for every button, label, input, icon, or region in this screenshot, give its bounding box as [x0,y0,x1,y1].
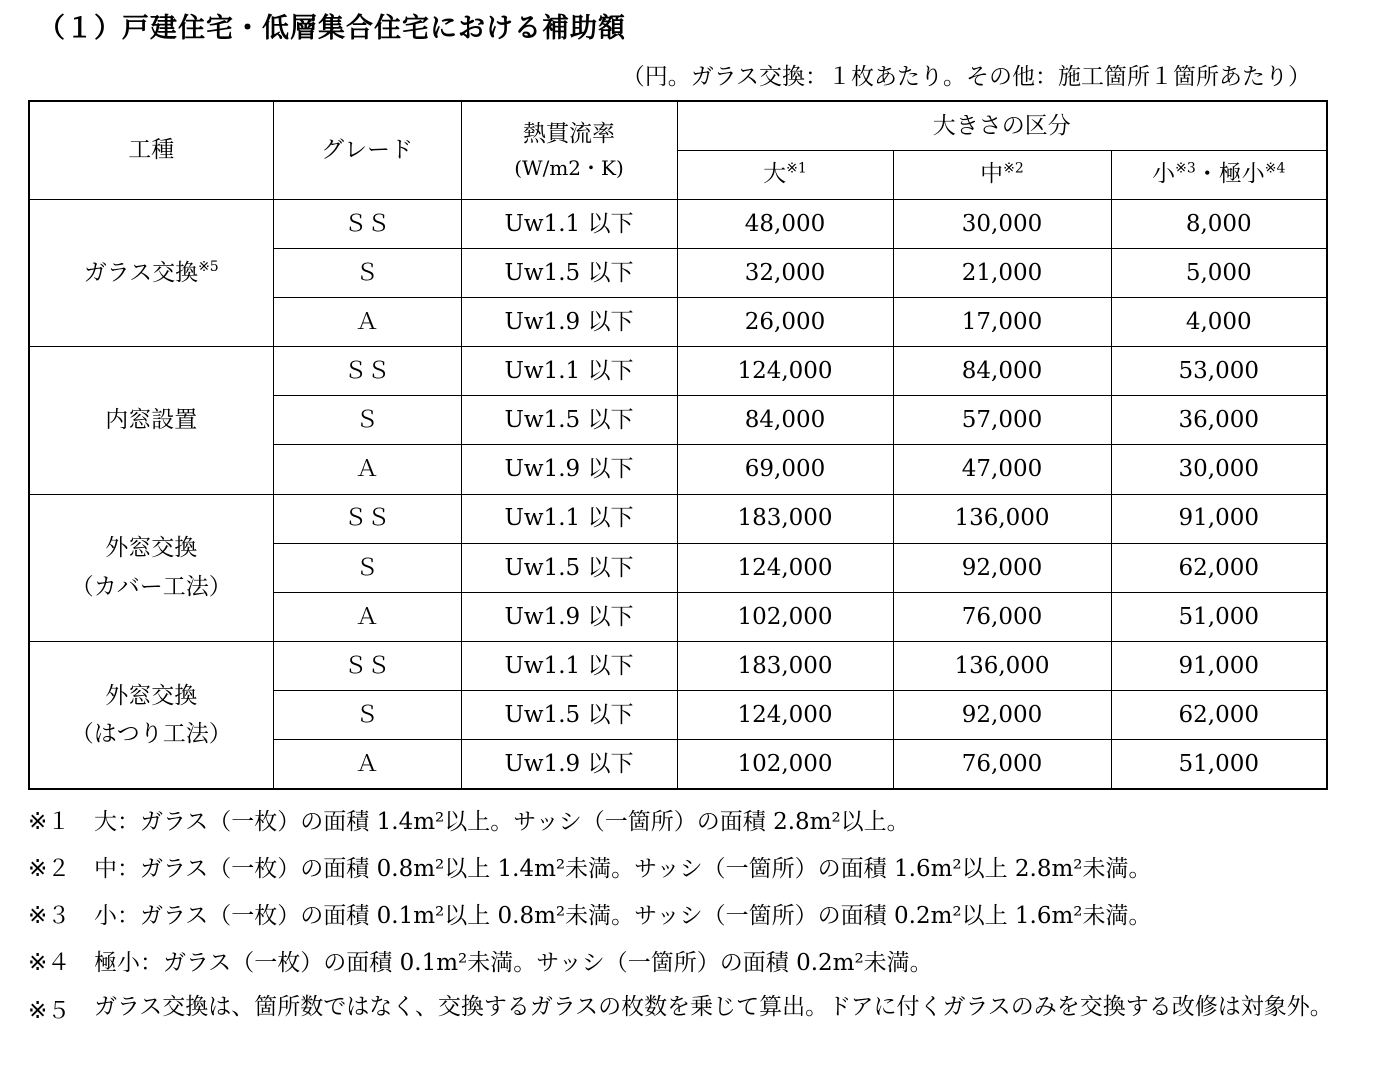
header-small-mark: ※3 [1175,160,1196,177]
header-grade: グレード [273,101,461,199]
grade-cell: Ｓ [273,691,461,740]
header-row-1 [29,101,1327,150]
small-amount-cell: 51,000 [1111,592,1327,641]
u-value-cell: Uw1.5 以下 [461,691,677,740]
work-type-mark: ※5 [198,259,219,276]
medium-amount-cell: 76,000 [893,740,1111,789]
grade-cell: Ｓ [273,396,461,445]
u-value-cell: Uw1.1 以下 [461,199,677,248]
grade-cell: Ａ [273,740,461,789]
footnote-mark: ※５ [28,998,71,1024]
small-amount-cell: 8,000 [1111,199,1327,248]
u-value-cell: Uw1.5 以下 [461,543,677,592]
header-medium [893,150,1111,199]
u-value-cell: Uw1.9 以下 [461,592,677,641]
large-amount-cell: 183,000 [677,494,893,543]
header-u-value [461,101,677,199]
table-row [29,199,1327,248]
small-amount-cell: 30,000 [1111,445,1327,494]
header-large [677,150,893,199]
work-type-cell [29,494,273,641]
u-value-cell: Uw1.1 以下 [461,347,677,396]
grade-cell: ＳＳ [273,494,461,543]
small-amount-cell: 62,000 [1111,543,1327,592]
footnote-text: 小：ガラス（一枚）の面積 0.1m²以上 0.8m²未満。サッシ（一箇所）の面積 0.2m²以上 1.6m²未満。 [94,903,1152,929]
footnote-text: 中：ガラス（一枚）の面積 0.8m²以上 1.4m²未満。サッシ（一箇所）の面積 1.6m²以上 2.8m²未満。 [94,856,1152,882]
grade-cell: Ｓ [273,248,461,297]
footnote-text: ガラス交換は、箇所数ではなく、交換するガラスの枚数を乗じて算出。ドアに付くガラスのみを交換する改修は対象外。 [94,994,1333,1020]
large-amount-cell: 183,000 [677,642,893,691]
header-tiny-label: 極小 [1218,161,1265,188]
u-value-cell: Uw1.5 以下 [461,396,677,445]
u-value-cell: Uw1.5 以下 [461,248,677,297]
header-work-type: 工種 [29,101,273,199]
u-value-cell: Uw1.1 以下 [461,642,677,691]
footnotes [28,796,1348,1030]
footnote [28,796,1348,843]
medium-amount-cell: 21,000 [893,248,1111,297]
footnote-mark: ※２ [28,856,71,882]
header-small-label: 小 [1152,161,1176,188]
work-type-cell [29,347,273,494]
section-heading: （１）戸建住宅・低層集合住宅における補助額 [38,13,626,44]
footnote-mark: ※３ [28,903,71,929]
work-type-name: 外窓交換 [105,682,198,709]
medium-amount-cell: 84,000 [893,347,1111,396]
medium-amount-cell: 57,000 [893,396,1111,445]
small-amount-cell: 5,000 [1111,248,1327,297]
header-medium-label: 中 [980,161,1004,188]
small-amount-cell: 53,000 [1111,347,1327,396]
table-row [29,642,1327,691]
u-value-cell: Uw1.9 以下 [461,445,677,494]
header-size-class: 大きさの区分 [677,101,1327,150]
header-large-label: 大 [763,161,787,188]
small-amount-cell: 4,000 [1111,298,1327,347]
work-type-line [30,260,273,286]
footnote [28,984,1348,1030]
small-amount-cell: 36,000 [1111,396,1327,445]
medium-amount-cell: 92,000 [893,543,1111,592]
u-value-cell: Uw1.9 以下 [461,298,677,347]
footnote-text: 極小：ガラス（一枚）の面積 0.1m²未満。サッシ（一箇所）の面積 0.2m²未満。 [94,950,933,976]
grade-cell: Ａ [273,445,461,494]
subsidy-table [28,100,1328,790]
large-amount-cell: 102,000 [677,740,893,789]
medium-amount-cell: 136,000 [893,494,1111,543]
grade-cell: ＳＳ [273,642,461,691]
header-tiny-mark: ※4 [1264,160,1286,177]
medium-amount-cell: 92,000 [893,691,1111,740]
large-amount-cell: 48,000 [677,199,893,248]
medium-amount-cell: 76,000 [893,592,1111,641]
large-amount-cell: 124,000 [677,347,893,396]
small-amount-cell: 62,000 [1111,691,1327,740]
grade-cell: ＳＳ [273,347,461,396]
header-medium-mark: ※2 [1003,160,1024,177]
large-amount-cell: 26,000 [677,298,893,347]
medium-amount-cell: 30,000 [893,199,1111,248]
work-type-name: ガラス交換 [83,259,199,286]
footnote-mark: ※１ [28,809,71,835]
work-type-name: 内窓設置 [105,407,198,434]
large-amount-cell: 32,000 [677,248,893,297]
footnote [28,890,1348,937]
footnote [28,937,1348,984]
medium-amount-cell: 47,000 [893,445,1111,494]
table-row [29,347,1327,396]
grade-cell: Ａ [273,592,461,641]
unit-note: （円。ガラス交換：１枚あたり。その他：施工箇所１箇所あたり） [621,64,1311,90]
work-type-cell [29,642,273,789]
u-value-cell: Uw1.1 以下 [461,494,677,543]
large-amount-cell: 124,000 [677,543,893,592]
footnote [28,843,1348,890]
work-type-method: （カバー工法） [70,573,232,600]
u-value-cell: Uw1.9 以下 [461,740,677,789]
grade-cell: Ｓ [273,543,461,592]
header-small-sep: ・ [1195,161,1219,188]
medium-amount-cell: 17,000 [893,298,1111,347]
header-u-value-line2: (W/m2・K) [514,156,624,181]
work-type-name: 外窓交換 [105,535,198,562]
large-amount-cell: 84,000 [677,396,893,445]
grade-cell: ＳＳ [273,199,461,248]
large-amount-cell: 102,000 [677,592,893,641]
header-small [1111,150,1327,199]
footnote-text: 大：ガラス（一枚）の面積 1.4m²以上。サッシ（一箇所）の面積 2.8m²以上。 [94,809,910,835]
header-u-value-line1: 熱貫流率 [523,120,615,147]
large-amount-cell: 69,000 [677,445,893,494]
header-large-mark: ※1 [786,160,807,177]
table-row [29,494,1327,543]
large-amount-cell: 124,000 [677,691,893,740]
work-type-method: （はつり工法） [70,721,232,748]
footnote-mark: ※４ [28,950,71,976]
work-type-cell [29,199,273,346]
medium-amount-cell: 136,000 [893,642,1111,691]
small-amount-cell: 51,000 [1111,740,1327,789]
small-amount-cell: 91,000 [1111,642,1327,691]
grade-cell: Ａ [273,298,461,347]
small-amount-cell: 91,000 [1111,494,1327,543]
